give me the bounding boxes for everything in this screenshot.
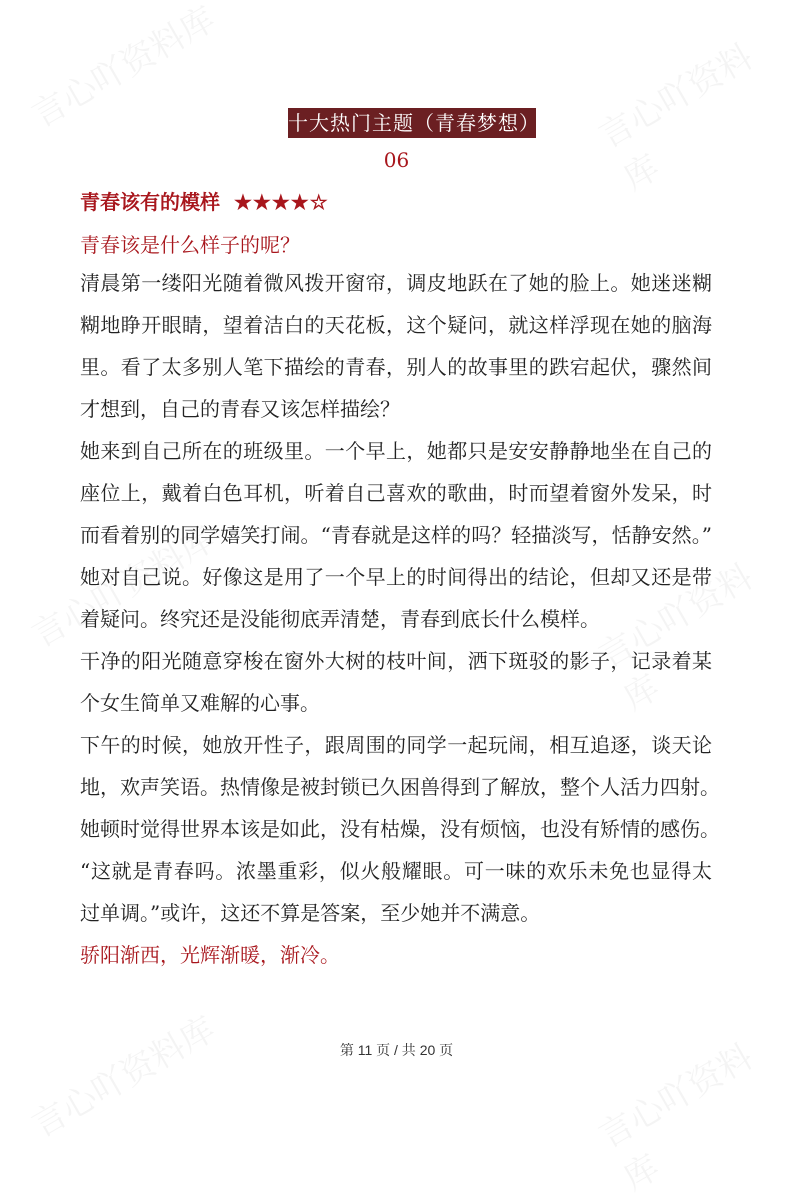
title-text: 青春该有的模样: [80, 190, 220, 214]
text-line: 而看着别的同学嬉笑打闹。“青春就是这样的吗？轻描淡写，恬静安然。”: [80, 523, 712, 547]
paragraph: [80, 437, 712, 647]
article-subtitle: 青春该是什么样子的呢？: [80, 233, 300, 257]
paragraph: [80, 731, 720, 941]
text-line: 清晨第一缕阳光随着微风拨开窗帘，调皮地跃在了她的脸上。她迷迷糊: [80, 271, 712, 295]
text-line: 过单调。”或许，这还不算是答案，至少她并不满意。: [80, 901, 541, 925]
text-line: 地，欢声笑语。热情像是被封锁已久困兽得到了解放，整个人活力四射。: [80, 775, 720, 799]
text-line: 座位上，戴着白色耳机，听着自己喜欢的歌曲，时而望着窗外发呆，时: [80, 481, 712, 505]
page-number: 第 11 页 / 共 20 页: [339, 1042, 454, 1058]
article-title: [80, 186, 329, 215]
paragraph: [80, 269, 712, 437]
watermark: [21, 1002, 222, 1146]
closing-line: 骄阳渐西，光辉渐暖，渐冷。: [80, 943, 340, 967]
text-line: 干净的阳光随意穿梭在窗外大树的枝叶间，洒下斑驳的影子，记录着某: [80, 649, 712, 673]
article-body: [80, 269, 720, 983]
text-line: 才想到，自己的青春又该怎样描绘？: [80, 397, 400, 421]
watermark: [588, 18, 793, 199]
text-line: 下午的时候，她放开性子，跟周围的同学一起玩闹，相互追逐，谈天论: [80, 733, 712, 757]
text-line: 糊地睁开眼睛，望着洁白的天花板，这个疑问，就这样浮现在她的脑海: [80, 313, 712, 337]
article-number: 06: [383, 148, 410, 172]
text-line: 里。看了太多别人笔下描绘的青春，别人的故事里的跌宕起伏，骤然间: [80, 355, 712, 379]
star-rating: ★★★★☆: [234, 190, 329, 214]
text-line: 着疑问。终究还是没能彻底弄清楚，青春到底长什么模样。: [80, 607, 600, 631]
text-line: 她来到自己所在的班级里。一个早上，她都只是安安静静地坐在自己的: [80, 439, 712, 463]
text-line: 她对自己说。好像这是用了一个早上的时间得出的结论，但却又还是带: [80, 565, 712, 589]
section-banner: 十大热门主题（青春梦想）: [288, 108, 536, 138]
text-line: 个女生简单又难解的心事。: [80, 691, 320, 715]
text-line: “这就是青春吗。浓墨重彩，似火般耀眼。可一味的欢乐未免也显得太: [80, 859, 712, 883]
text-line: 她顿时觉得世界本该是如此，没有枯燥，没有烦恼，也没有矫情的感伤。: [80, 817, 720, 841]
watermark: [21, 0, 222, 137]
paragraph: [80, 647, 712, 731]
